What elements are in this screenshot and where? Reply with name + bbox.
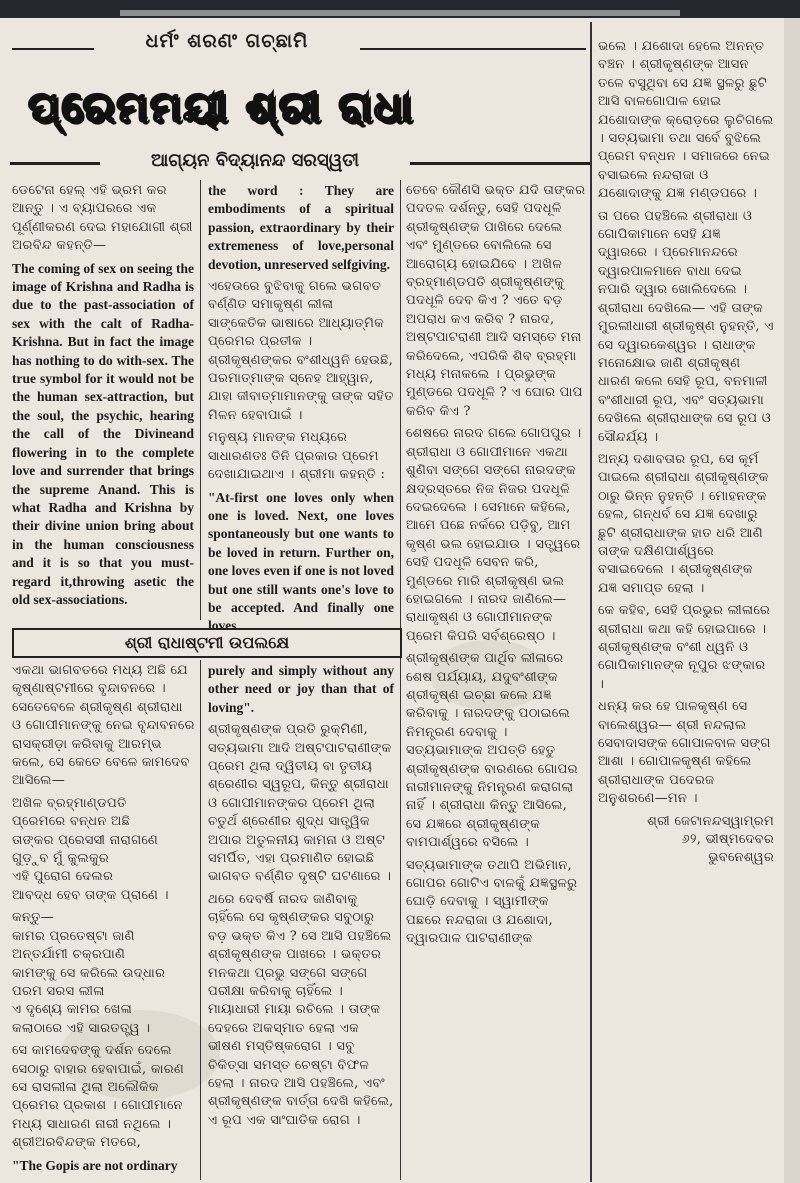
col2-english-passage: the word : They are embodiments of a spiritual passion, extraordinary by their extremeness of love,personal devotion, unreserved selfgiving.: [208, 183, 394, 272]
author-byline: ଆଗ୍ୟନ ବିଦ୍ୟାନନ୍ଦ ସରସ୍ୱତୀ: [150, 150, 360, 171]
gopis-quote-start: "The Gopis are not ordinary: [12, 1157, 178, 1173]
lower-middle-paragraph: ଥରେ ଦେବର୍ଷି ନାରଦ ଜାଣିବାକୁ ଚାହିଁଲେ ସେ କୃଷ୍ଣଙ୍କର ସବୁଠାରୁ ବଡ଼ ଭକ୍ତ କିଏ ? ସେ ଆସି ପହଞ୍ଚିଲେ ଶ୍ରୀକୃଷ୍ଣଙ୍କ ପାଖରେ । ଭକ୍ତର ମନକଥା ପ୍ରଭୁ ସଙ୍ଗେ ସଙ୍ଗେ ପରୀକ୍ଷା କରିବାକୁ ଚାହିଁଲେ । ମାୟାଧାରୀ ମାୟା ରଚିଲେ । ତାଙ୍କ ଦେହରେ ଅକସ୍ମାତ ହେଲା ଏକ ଭୀଷଣ ମସ୍ତିଷ୍କରୋଗ । ସବୁ ଚିକିତ୍ସା ସମସ୍ତ ଚେଷ୍ଟା ବିଫଳ ହେଲା । ନାରଦ ଆସି ପହଞ୍ଚିଲେ, ଏବଂ ଶ୍ରୀକୃଷ୍ଣଙ୍କ ବାର୍ତ୍ତା ଦେଖି କହିଲେ, ଏ ରୂପ ଏକ ସାଂଘାତିକ ରୋଗ ।: [208, 891, 394, 1128]
col3-paragraph: ଶେଷରେ ନାରଦ ଗଲେ ଗୋପପୁର । ଶ୍ରୀରାଧା ଓ ଗୋପୀମାନେ ଏକଥା ଶୁଣିବା ସଙ୍ଗେ ସଙ୍ଗେ ନାରଦଙ୍କ କ୍ଷଦ୍ରସ୍ତରେ ନିଜ ନିଜର ପଦଧୂଳି ଦେଇଦେଲେ । ସେମାନେ କହିଲେ, ଆମେ ପଛେ ନର୍କରେ ପଡ଼ିବୁ, ଆମ କୃଷ୍ଣ ଭଲ ହୋଇଯାଉ । ସତ୍ତ୍ୱରେ ସେହି ପଦଧୂଳି ସେବନ କରି, ମୁଣ୍ଡରେ ମାରି ଶ୍ରୀକୃଷ୍ଣ ଭଲ ହୋଇଗଲେ । ନାରଦ ଜାଣିଲେ— ରାଧାକୃଷ୍ଣ ଓ ଗୋପୀମାନଙ୍କ ପ୍ରେମ କିପରି ସର୍ବଶ୍ରେଷ୍ଠ ।: [406, 426, 582, 644]
column-rule: [590, 22, 592, 1182]
lower-middle-column: [208, 662, 394, 1180]
col4-paragraph: ଧନ୍ୟ କର ହେ ପାଳକୃଷ୍ଣ ସେ ବାଲେଶ୍ୱର— ଶ୍ରୀ ନନ୍ଦଲାଲ ସେବାଦାସଙ୍କ ଗୋପାଳବାଳ ସଙ୍ଗ ଆଶା । ଗୋପାଳକୃଷ୍ଣ କହିଲେ ଶ୍ରୀରାଧାଙ୍କ ପଦେରଜ ଅନୁଶରଣେ—ମନ ।: [598, 699, 771, 807]
column-kicker: ଧର୍ମଂ ଶରଣଂ ଗଚ୍ଛାମି: [145, 30, 309, 52]
col1-intro: ଡେଟେନା ହେଲ୍ ଏହି ଭ୍ରମ କର ଆନ୍ତୁ । ଏ ବ୍ୟାପରରେ ଏକ ପୂର୍ଣ୍ଣୀକରଣ ଦେଇ ମହାଯୋଗୀ ଶ୍ରୀ ଅରବିନ୍ଦ କହନ୍ତି—: [12, 183, 193, 254]
byline-rule-left: [10, 162, 100, 165]
col4-paragraph: ଭଲେ । ଯଶୋଦା ହେଲେ ଅନନ୍ତ ବଞ୍ଚନ । ଶ୍ରୀକୃଷ୍ଣଙ୍କ ଆସନ ତଳେ ବସୁଥିବା ସେ ଯଜ୍ଞ ସ୍ଥଳରୁ ଛୁଟି ଆସି ବାଳଗୋପାଳ ହୋଇ ଯଶୋଦାଙ୍କ କ୍ରୋଡ଼ରେ ଲୁଚିଗଲେ । ସତ୍ୟଭାମା ତଥା ସର୍ବେ ବୁଝିଲେ ପ୍ରେମ ବନ୍ଧନ । ସମାଜରେ ନେଇ ବସାଇଲେ ନନ୍ଦରାଜା ଓ ଯଶୋଦାଙ୍କୁ ଯଜ୍ଞ ମଣ୍ଡପରେ ।: [598, 39, 774, 202]
col4-paragraph: କେ କହିବ, ସେହି ପ୍ରଭୁର ଲୀଳାରେ ଶ୍ରୀରାଧା କଥା କହି ହୋଇପାରେ । ଶ୍ରୀକୃଷ୍ଣଙ୍କ ବଂଶୀ ଧ୍ୱନି ଓ ଗୋପିକାମାନଙ୍କ ନୂପୁର ଝଙ୍କାର ।: [598, 603, 771, 692]
column-rule: [200, 660, 201, 1180]
article-title: ପ୍ରେମମୟୀ ଶ୍ରୀ ରାଧା: [28, 82, 414, 131]
column-3: [406, 182, 586, 1180]
column-rule: [200, 180, 201, 620]
col3-paragraph: ସତ୍ୟଭାମାଙ୍କ ତଥାପି ଅଭିମାନ, ଗୋପର ଗୋଟିଏ ବାଳକୁଁ ଯଜ୍ଞସ୍ଥଳରୁ ଘୋଡ଼ି ଦେବାକୁ । ସ୍ୱାମୀଙ୍କ ପଛରେ ନନ୍ଦରାଜା ଓ ଯଶୋଦା, ଦ୍ୱାରପାଳ ପାଟରାଣୀଙ୍କ: [406, 857, 578, 947]
column-rule: [400, 180, 401, 1180]
lower-left-intro: ଏକଥା ଭାଗବତରେ ମଧ୍ୟ ଅଛି ଯେ କୃଷ୍ଣାଷ୍ଟମୀରେ ବୃନ୍ଦାବନରେ । ସେତେବେଳେ ଶ୍ରୀକୃଷ୍ଣ ଶ୍ରୀରାଧା ଓ ଗୋପୀମାନଙ୍କୁ ନେଇ ବୃନ୍ଦାବନରେ ରାସକ୍ରୀଡ଼ା କରିବାକୁ ଆରମ୍ଭ କଲେ, ସେ କେତେ ବେଳେ କାମଦେବ ଆସିଲେ—: [12, 663, 195, 789]
paper-fold: [120, 10, 680, 16]
poem-stanza: କନ୍ତୁ— କାମର ପ୍ରତେଷ୍ଟା ଜାଣି ଅନ୍ତର୍ଯାମୀ ଚକ୍ରପାଣି କାମଙ୍କୁ ସେ କରିଲେ ଉଦ୍ଧାର ପରମ ସରସ ଲୀଳା ଏ ଦୃଶ୍ୟେ କାମର ଖେଳା କଲାଠାରେ ଏହି ସାରତତ୍ତ୍ୱ ।: [12, 910, 166, 1036]
section-subheading: ଶ୍ରୀ ରାଧାଷ୍ଟମୀ ଉପଲକ୍ଷେ: [12, 628, 402, 658]
mother-quote-end: purely and simply without any other need or joy than that of loving".: [208, 663, 394, 715]
lower-left-paragraph: ସେ କାମଦେବଙ୍କୁ ଦର୍ଶନ ଦେଲେ ସେଠାରୁ ବାହାର ହେବାପାଇଁ, କାରଣ ସେ ରାସଲୀଳା ଥିଲା ଅଲୌକିକ ପ୍ରେମର ପ୍ରକାଶ । ଗୋପୀମାନେ ମଧ୍ୟ ସାଧାରଣ ନାରୀ ନଥିଲେ । ଶ୍ରୀଅରବିନ୍ଦଙ୍କ ମତରେ,: [12, 1043, 185, 1151]
column-4: [598, 38, 774, 1178]
author-signature: ଶ୍ରୀ ଜେଟାନନ୍ଦସ୍ୱାମ୍ରମ ୬୨, ଭୀଷ୍ମଦେବର ଭୁବନେଶ୍ୱର: [647, 813, 774, 866]
byline-rule-right: [410, 162, 590, 165]
scanner-edge-right: [784, 18, 800, 1183]
poem-stanza: ଅଖିଳ ବ୍ରହ୍ମାଣ୍ଡପତି ପ୍ରେମରେ ବନ୍ଧନ ଅଛି ତାଙ୍କର ପ୍ରେସସୀ ନାରାଗଣେ ଗୁଡ଼ୁବ ମୁଁ କୁଲକୁର ଏହି ପୁରୋଗ ଦେଲର ଆବଦ୍ଧ ହେବ ତାଙ୍କ ପ୍ରାଣେ ।: [12, 795, 169, 903]
lower-middle-paragraph: ଶ୍ରୀକୃଷ୍ଣଙ୍କ ପ୍ରତି ରୁକ୍ମିଣୀ, ସତ୍ୟଭାମା ଆଦି ଅଷ୍ଟପାଟରାଣୀଙ୍କ ପ୍ରେମ ଥିଲା ଦ୍ୱିତୀୟ ବା ତୃତୀୟ ଶ୍ରେଣୀର ସ୍ୱରୂପ, କିନ୍ତୁ ଶ୍ରୀରାଧା ଓ ଗୋପୀମାନଙ୍କର ପ୍ରେମ ଥିଲା ଚତୁର୍ଥ ଶ୍ରେଣୀର ଶୁଦ୍ଧ ସାତ୍ତ୍ୱିକ ଅପାର ଅତୁଳନୀୟ କାମନା ଓ ଅଷ୍ଟ ସମର୍ପିତ, ଏହା ପ୍ରମାଣିତ ହୋଇଛି ଭାଗବତ ବର୍ଣ୍ଣିତ ଦୃଷ୍ଟି ଘଟଣାରେ ।: [208, 722, 392, 885]
kicker-rule-right: [360, 48, 586, 50]
aurobindo-quote: The coming of sex on seeing the image of Krishna and Radha is due to the past-association of sex with the calt of Radha-Krishna. But in fact the image has nothing to do with-sex. The true symbol for it would not be the human sex-attraction, but the soul, the psychic, hearing the call of the Divineand flowering in to the complete love and surrender that brings the supreme Anand. This is what Radha and Krishna by their divine union bring about in the human consciousness and it is so that you must-regard it,throwing asetic the old sex-associations.: [12, 260, 194, 607]
col2-paragraph: ମନୁଷ୍ୟ ମାନଙ୍କ ମଧ୍ୟରେ ସାଧାରଣତଃ ତିନି ପ୍ରକାର ପ୍ରେମ ଦେଖାଯାଇଥାଏ । ଶ୍ରୀମା କହନ୍ତି :: [208, 430, 386, 483]
lower-left-column: [12, 662, 196, 1180]
column-1: [12, 182, 194, 622]
byline-row: [10, 150, 590, 176]
scanner-edge-top: [0, 0, 800, 18]
kicker-row: [12, 30, 587, 60]
mother-quote: "At-first one loves only when one is loved. Next, one loves spontaneously but one wants to be loved in return. Further on, one loves even if one is not loved but one still wants one's love to be accepted. And finally one loves: [208, 489, 394, 634]
col3-paragraph: ଶ୍ରୀକୃଷ୍ଣଙ୍କ ପାର୍ଥିବ ଲୀଳାରେ ଶେଷ ପର୍ଯ୍ୟାୟ, ଯଦୁବଂଶୀଙ୍କ ଶ୍ରୀକୃଷ୍ଣ ଇଚ୍ଛା କଲେ ଯଜ୍ଞ କରିବାକୁ । ନାରଦଙ୍କୁ ପଠାଇଲେ ନିମନ୍ତ୍ରଣ ଦେବାକୁ । ସତ୍ୟଭାମାଙ୍କ ଅପତ୍ତି ହେତୁ ଶ୍ରୀକୃଷ୍ଣଙ୍କ ବାରଣରେ ଗୋପର ନାରୀମାନଙ୍କୁ ନିମନ୍ତ୍ରଣ କରାଗଲା ନାହିଁ । ଶ୍ରୀରାଧା କିନ୍ତୁ ଆସିଲେ, ସେ ଯଜ୍ଞରେ ଶ୍ରୀକୃଷ୍ଣଙ୍କ ବାମପାର୍ଶ୍ୱରେ ବସିଲେ ।: [406, 651, 578, 851]
col3-paragraph: ତେବେ କୌଣସି ଭକ୍ତ ଯଦି ତାଙ୍କର ପଦତଳ ଦର୍ଶନ୍ତୁ, ସେହି ପଦଧୂଳି ଶ୍ରୀକୃଷ୍ଣଙ୍କ ପାଖିରେ ଦେଲେ ଏବଂ ମୁଣ୍ଡରେ ବୋଲିଲେ ସେ ଆରୋଗ୍ୟ ହୋଇଯିବେ । ଅଖିଳ ବ୍ରହ୍ମାଣ୍ଡପତି ଶ୍ରୀକୃଷ୍ଣଙ୍କୁ ପଦଧୂଳି ଦେବ କିଏ ? ଏତେ ବଡ଼ ଅପରାଧ କଏ କରିବ ? ନାରଦ, ଅଷ୍ଟପାଟରାଣୀ ଆଦି ସମସ୍ତେ ମନା କରିଦେଲେ, ଏପରିକି ଶିବ ବ୍ରହ୍ମା ମଧ୍ୟ ମନାକଲେ । ପ୍ରଭୁଙ୍କ ମୁଣ୍ଡରେ ପଦଧୂଳି ? ଏ ଘୋର ପାପ କରିବ କିଏ ?: [406, 183, 586, 419]
col4-paragraph: ତା ପରେ ପହଞ୍ଚିଲେ ଶ୍ରୀରାଧା ଓ ଗୋପିକାମାନେ ସେହି ଯଜ୍ଞ ଦ୍ୱାରରେ । ପ୍ରେମାନନ୍ଦରେ ଦ୍ୱାରପାଳମାନେ ବାଧା ଦେଇ ନପାରି ଦ୍ୱାର ଖୋଲିଦେଲେ । ଶ୍ରୀରାଧା ଦେଖିଲେ— ଏହି ତାଙ୍କ ମୁରଲୀଧାରୀ ଶ୍ରୀକୃଷ୍ଣ ନୁହନ୍ତି, ଏ ସେ ଦ୍ୱାରକେଶ୍ୱର । ରାଧାଙ୍କ ମନୋକ୍ଷୋଭ ଜାଣି ଶ୍ରୀକୃଷ୍ଣ ଧାରଣ କଲେ ସେହି ରୂପ, ବନମାଳୀ ବଂଶୀଧାରୀ ରୂପ, ଏବଂ ସତ୍ୟଭାମା ଦେଖିଲେ ଶ୍ରୀରାଧାଙ୍କ ସେ ରୂପ ଓ ସୌନ୍ଦର୍ଯ୍ୟ ।: [598, 208, 774, 445]
kicker-rule-left: [12, 48, 94, 50]
column-2: [208, 182, 394, 634]
col4-paragraph: ଅନ୍ୟ ଦଶାବତାର ରୂପ, ସେ କୂର୍ମ ପାଇଲେ ଶ୍ରୀରାଧା ଶ୍ରୀକୃଷ୍ଣଙ୍କ ଠାରୁ ଭିନ୍ନ ନୁହନ୍ତି । ମୋହନଙ୍କ ହେଲ, ଗନ୍ଧର୍ବ ସେ ଯଜ୍ଞ ଦେଖାରୁ ଛୁଟି ଶ୍ରୀରାଧାଙ୍କ ହାତ ଧରି ଆଣି ତାଙ୍କ ଦକ୍ଷିଣପାର୍ଶ୍ୱରେ ବସାଇଦେଲେ । ଶ୍ରୀକୃଷ୍ଣଙ୍କ ଯଜ୍ଞ ସମାପ୍ତ ହେଲା ।: [598, 451, 769, 596]
col2-paragraph: ଏହେଉରେ ବୁଝିବାକୁ ଗଲେ ଭଗବତ ବର୍ଣ୍ଣିତ ସମାକୃଷ୍ଣ ଲୀଳା ସାଙ୍କେତିକ ଭାଷାରେ ଆଧ୍ୟାତ୍ମିକ ପ୍ରେମର ପ୍ରତୀକ । ଶ୍ରୀକୃଷ୍ଣଙ୍କର ବଂଶୀଧ୍ୱନି ହେଉଛି, ପରମାତ୍ମାଙ୍କ ସ୍ନେହ ଆହ୍ୱାନ, ଯାହା ଜୀବାତ୍ମାମାନଙ୍କୁ ତାଙ୍କ ସହିତ ମିଳନ ହେବାପାଇଁ ।: [208, 279, 394, 423]
